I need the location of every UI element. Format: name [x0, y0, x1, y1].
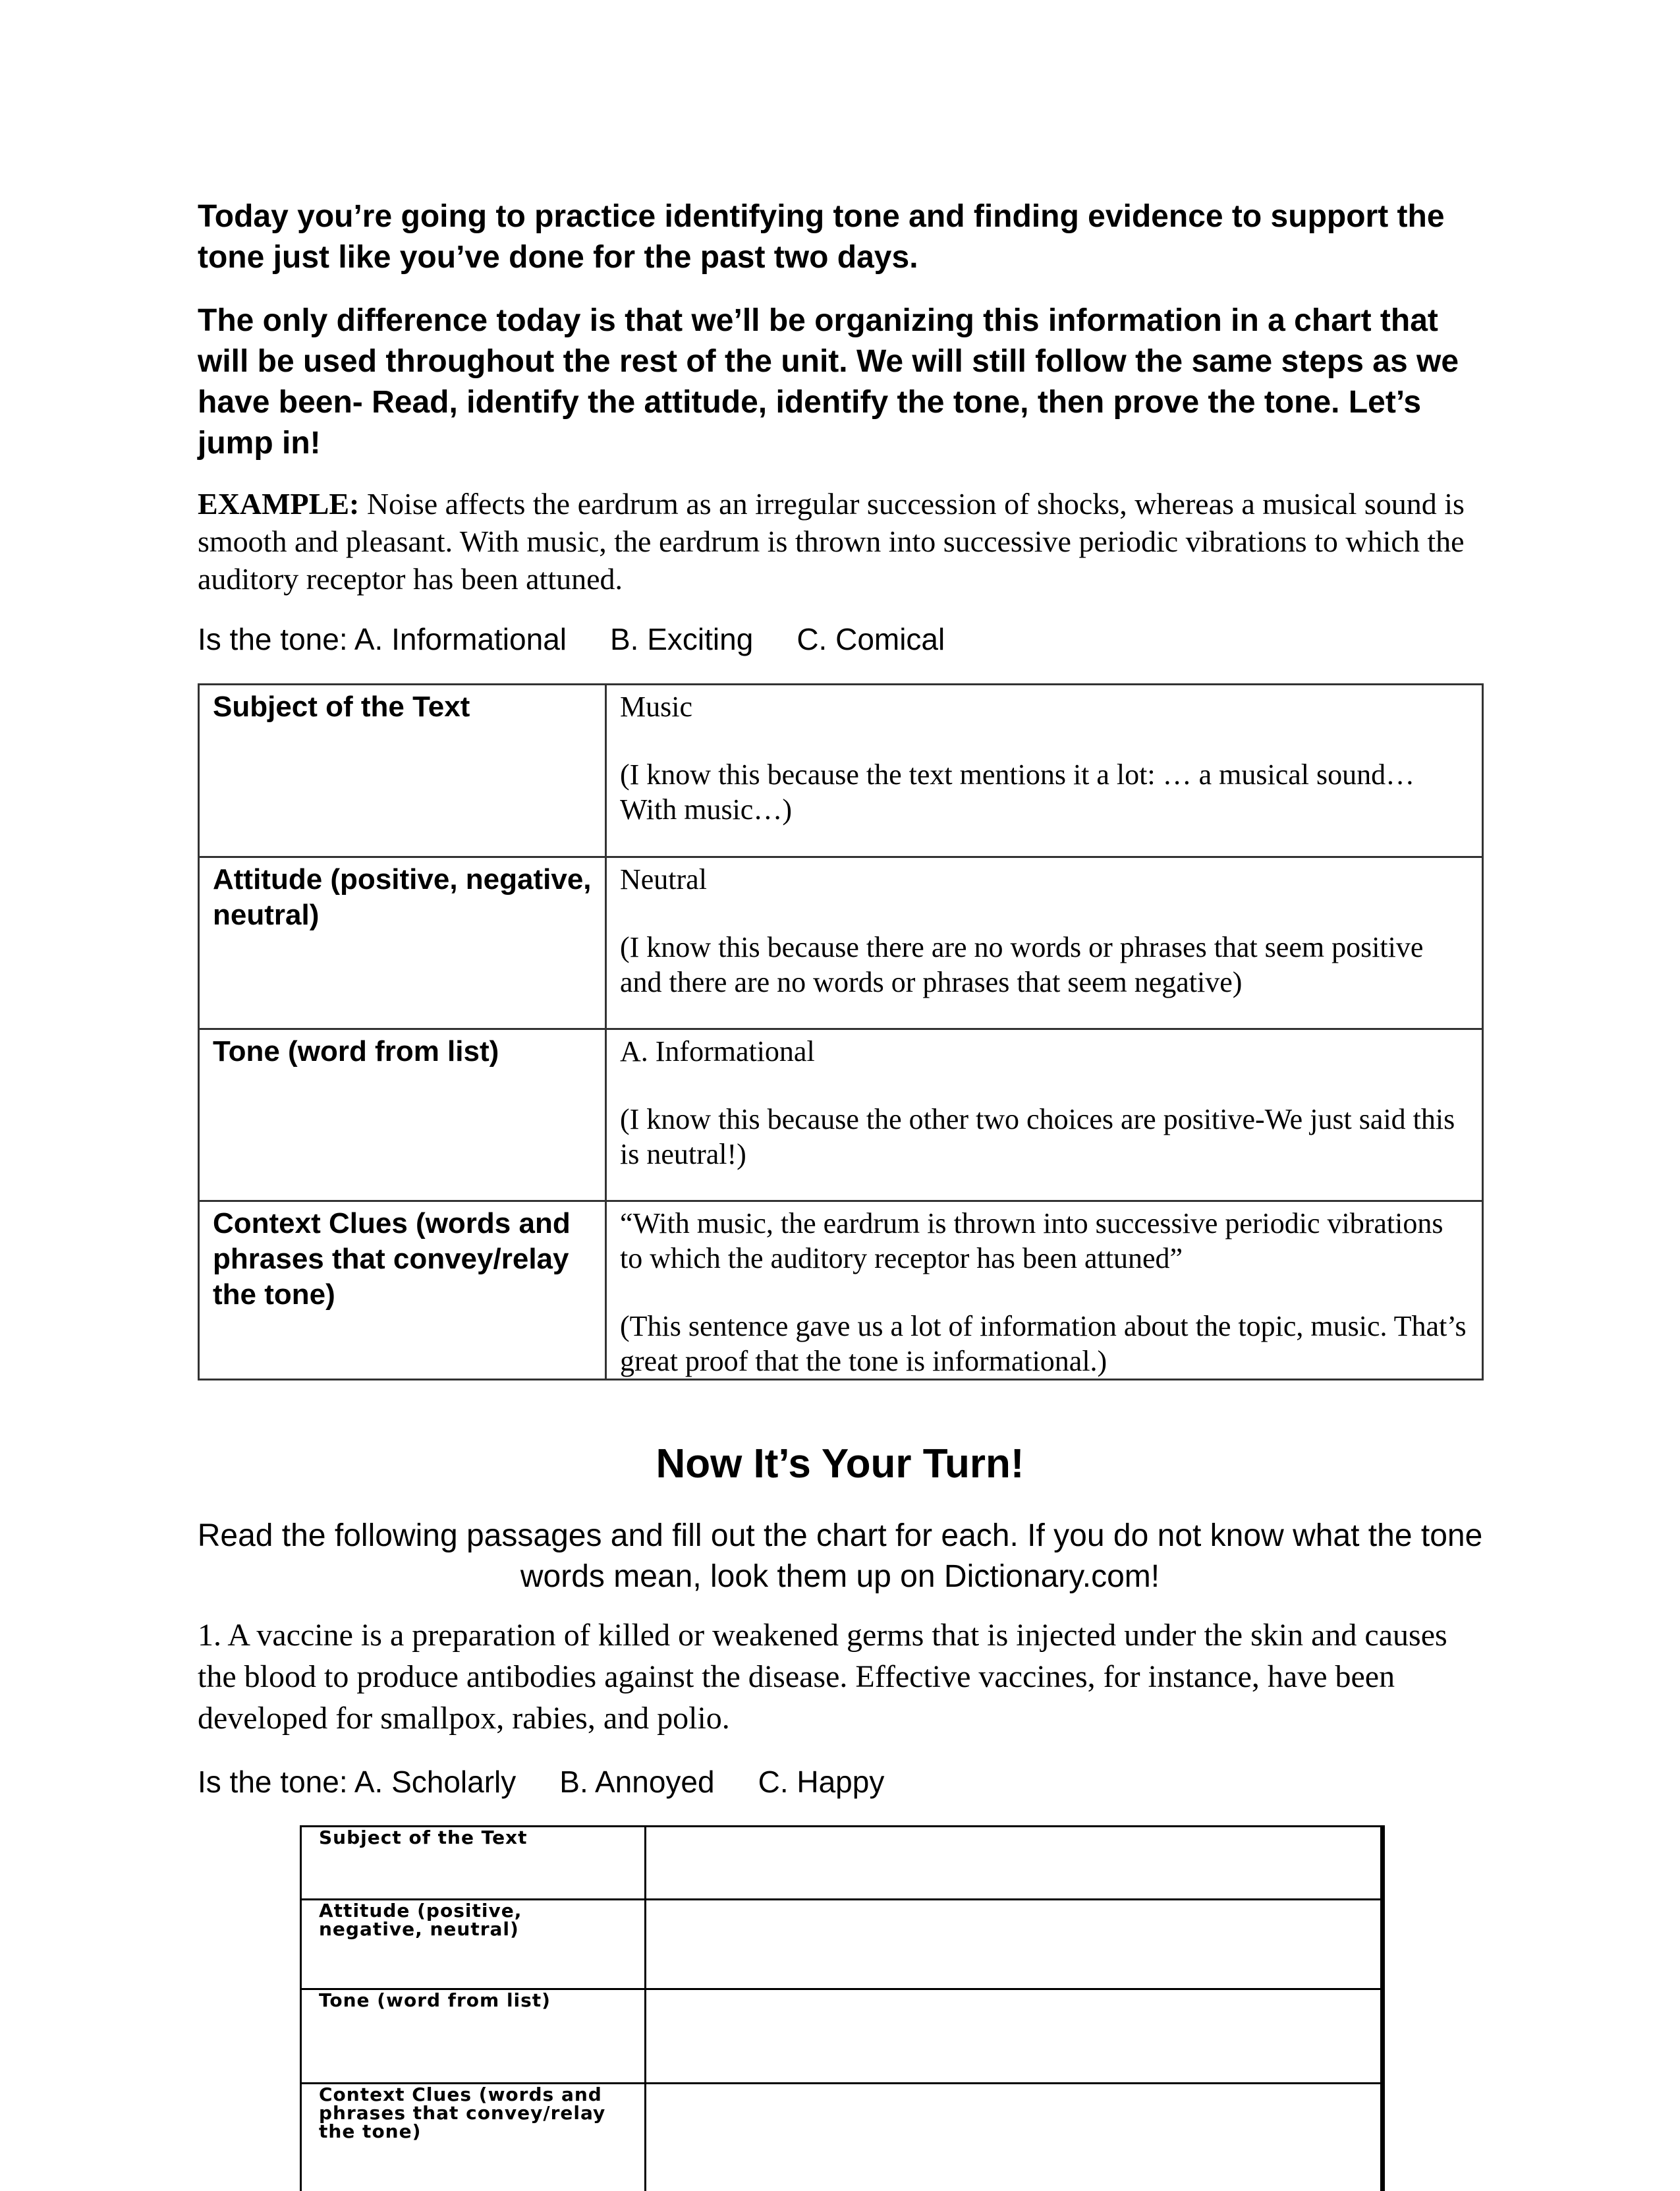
- chart-row-subject: [199, 685, 1483, 857]
- section-heading: Now It’s Your Turn!: [0, 1439, 1680, 1489]
- chart-label: Tone (word from list): [199, 1029, 606, 1201]
- chart-row-tone: [301, 1989, 1383, 2084]
- example-text: Noise affects the eardrum as an irregular succession of shocks, whereas a musical sound is smooth and pleasant. With music, the eardrum is thrown into successive periodic vibrations to which the auditory receptor has been attuned.: [198, 487, 1465, 596]
- chart-label: Subject of the Text: [199, 685, 606, 857]
- chart-row-tone: [199, 1029, 1483, 1201]
- chart-row-context-clues: [301, 2084, 1383, 2191]
- chart-value: [606, 685, 1483, 857]
- chart-answer-field[interactable]: [646, 1900, 1383, 1989]
- passage-1-tone-question: [198, 1763, 884, 1800]
- tone-option-b: B. Exciting: [610, 621, 753, 658]
- tone-option-a: Is the tone: A. Scholarly: [198, 1763, 516, 1800]
- chart-label: Context Clues (words and phrases that convey/relay the tone): [199, 1201, 606, 1380]
- chart-answer-field[interactable]: [646, 1827, 1383, 1900]
- tone-option-c: C. Comical: [797, 621, 945, 658]
- chart-row-context-clues: [199, 1201, 1483, 1380]
- chart-label: Tone (word from list): [301, 1989, 646, 2084]
- passage-1-tone-chart: [300, 1825, 1385, 2191]
- chart-answer: “With music, the eardrum is thrown into successive periodic vibrations to which the auditory receptor has been attuned”: [620, 1207, 1443, 1274]
- example-label: EXAMPLE:: [198, 487, 359, 521]
- chart-explanation: (This sentence gave us a lot of information about the topic, music. That’s great proof that the tone is informational.): [620, 1310, 1467, 1377]
- example-tone-question: [198, 621, 945, 658]
- chart-value: [606, 857, 1483, 1029]
- chart-explanation: (I know this because there are no words or phrases that seem positive and there are no words or phrases that seem negative): [620, 931, 1423, 998]
- chart-answer-field[interactable]: [646, 2084, 1383, 2191]
- tone-option-a: Is the tone: A. Informational: [198, 621, 567, 658]
- intro-paragraph-1: Today you’re going to practice identifying tone and finding evidence to support the tone just like you’ve done for the past two days.: [198, 196, 1489, 278]
- example-tone-chart: [198, 683, 1484, 1380]
- example-passage: [198, 485, 1482, 598]
- chart-row-subject: [301, 1827, 1383, 1900]
- tone-option-b: B. Annoyed: [559, 1763, 714, 1800]
- chart-answer: Music: [620, 691, 692, 723]
- chart-row-attitude: [301, 1900, 1383, 1989]
- chart-value: [606, 1029, 1483, 1201]
- intro-paragraph-2: The only difference today is that we’ll be organizing this information in a chart that will be used throughout the rest of the unit. We will still follow the same steps as we have been- Read, identify the attitude, identify the tone, then prove the tone. Let’s jump in!: [198, 300, 1489, 464]
- chart-label: Attitude (positive, negative, neutral): [301, 1900, 646, 1989]
- chart-answer-field[interactable]: [646, 1989, 1383, 2084]
- chart-row-attitude: [199, 857, 1483, 1029]
- chart-answer: Neutral: [620, 863, 707, 896]
- chart-answer: A. Informational: [620, 1035, 815, 1067]
- instructions: Read the following passages and fill out the chart for each. If you do not know what the tone words mean, look them up on Dictionary.com!: [191, 1516, 1489, 1597]
- chart-explanation: (I know this because the text mentions it a lot: … a musical sound… With music…): [620, 758, 1414, 826]
- chart-label: Attitude (positive, negative, neutral): [199, 857, 606, 1029]
- chart-value: [606, 1201, 1483, 1380]
- chart-label: Subject of the Text: [301, 1827, 646, 1900]
- chart-label: Context Clues (words and phrases that convey/relay the tone): [301, 2084, 646, 2191]
- chart-explanation: (I know this because the other two choices are positive-We just said this is neutral!): [620, 1103, 1455, 1170]
- tone-option-c: C. Happy: [758, 1763, 885, 1800]
- passage-1: 1. A vaccine is a preparation of killed or weakened germs that is injected under the skin and causes the blood to produce antibodies against the disease. Effective vaccines, for instance, have been developed for smallpox, rabies, and polio.: [198, 1614, 1489, 1739]
